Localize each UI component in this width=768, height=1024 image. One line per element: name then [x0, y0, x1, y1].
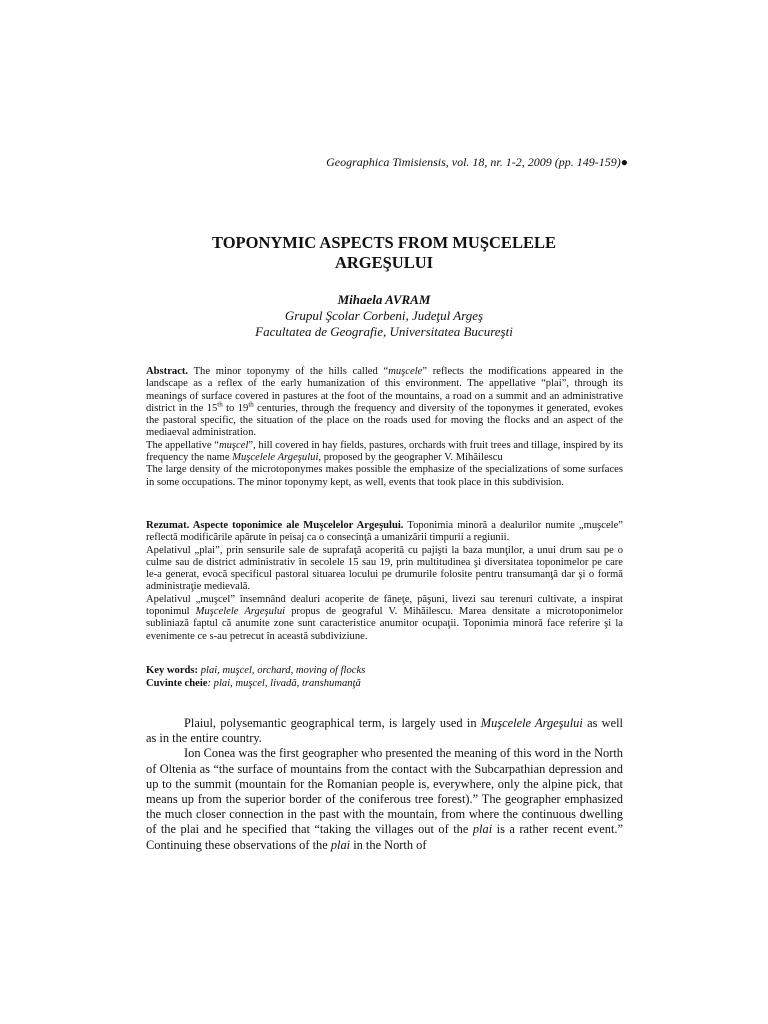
abstract-text: ”, hill covered in hay fields, pastures, orchards with fruit trees and tillage, inspired by its frequency the name [146, 439, 623, 464]
body-term: plai [330, 837, 351, 852]
abstract-term: muşcele [388, 366, 423, 377]
abstract-text: , proposed by the geographer V. Mihăilescu [318, 452, 503, 464]
body-run: as well as in the entire country. [146, 716, 623, 746]
body-term: plai [472, 822, 493, 837]
keywords-en [146, 664, 623, 677]
title-line-1: TOPONYMIC ASPECTS FROM MUŞCELELE [212, 233, 556, 252]
keywords-label: Cuvinte cheie [146, 678, 208, 689]
keywords-value: plai, muşcel, orchard, moving of flocks [198, 665, 366, 676]
rezumat-term: Muşcelele Argeşului [195, 606, 286, 618]
affiliation-1: Grupul Şcolar Corbeni, Judeţul Argeş [284, 308, 484, 323]
abstract-text: The minor toponymy of the hills called “ [188, 366, 389, 377]
abstract-english [146, 366, 623, 489]
author-name: Mihaela AVRAM [337, 292, 431, 307]
keywords-label: Key words: [146, 665, 199, 676]
title-line-2: ARGEŞULUI [334, 253, 434, 272]
rezumat-text: Apelativul „muşcel” însemnând dealuri acoperite de fâneţe, păşuni, livezi sau terenuri cultivate, a inspirat toponimul [146, 593, 623, 618]
abstract-label: Abstract. [146, 366, 189, 377]
body-text [146, 716, 623, 853]
body-run: in the North of [350, 837, 427, 852]
body-run: Ion Conea was the first geographer who presented the meaning of this word in the North of Oltenia as “the surface of mountains from the contact with the Subcarpathian depression and up to the summit (mountain for the Romanian people is, everywhere, only the alpine pick, that means up from the superior border of the coniferous tree forest).” The geographer emphasized the much closer connection in the past with the mountain, from where the continuous dwelling of the plai and he specified that “taking the villages out of the [146, 746, 623, 837]
body-run: is a rather recent event.” Continuing these observations of the [146, 822, 623, 852]
abstract-text: The appellative “ [146, 439, 219, 451]
abstract-text: ” reflects the modifications appeared in the landscape as a reflex of the early humanization of this environment. The appellative “plai”, through its meanings of surface covered in pastures at the foot of the mountains, a road on a summit and an administrative district in the 15 [146, 366, 624, 414]
keywords-ro [146, 677, 623, 690]
rezumat-label: Rezumat. Aspecte toponimice ale Muşcelelor Argeşului. [146, 520, 404, 531]
superscript: th [217, 400, 223, 409]
abstract-paragraph [146, 440, 623, 465]
rezumat-text: propus de geograful V. Mihăilescu. Marea densitate a microtoponimelor subliniază faptul că anumite zone sunt caracteristice anumitor ocupaţii. Toponimia minoră face referire şi la evenimente ce s-au petrecut în această subdiviziune. [146, 606, 623, 642]
rezumat-paragraph [146, 520, 623, 545]
abstract-paragraph: The large density of the microtoponymes makes possible the emphasize of the specializations of some surfaces in some occupations. The minor toponymy kept, as well, events that took place in this subdivision. [146, 464, 623, 488]
abstract-text: to 19 [222, 402, 249, 414]
keywords-block [146, 664, 623, 690]
rezumat-paragraph: Apelativul „plai”, prin sensurile sale de suprafaţă acoperită cu pajişti la baza munţilor, a unui drum sau pe o culme sau de district administrativ în secolele 15 sau 19, prin multitudinea şi diversitatea toponimelor pe care le-a generat, evocă specificul pastoral situarea locului pe drumurile folosite pentru transumanţă dar şi o formă administraţie medievală. [146, 544, 623, 593]
affiliation-2: Facultatea de Geografie, Universitatea Bucureşti [255, 324, 513, 339]
author-block [0, 292, 768, 340]
abstract-romanian [146, 520, 623, 643]
abstract-term: muşcel [218, 439, 249, 451]
body-paragraph [146, 716, 623, 746]
bullet-icon: ● [620, 155, 628, 169]
body-term: Muşcelele Argeşului [480, 716, 583, 730]
abstract-paragraph [146, 366, 623, 440]
keywords-value: : plai, muşcel, livadă, transhumanţă [207, 678, 361, 689]
abstract-text: centuries, through the frequency and diversity of the toponymes it generated, evokes the pastoral specific, the situation of the place on the roads used for moving the flocks and an aspect of the mediaeval administration. [146, 402, 623, 439]
running-head [326, 155, 628, 170]
paper-title [0, 233, 768, 273]
superscript: th [248, 400, 254, 409]
body-paragraph [146, 746, 623, 852]
journal-citation: Geographica Timisiensis, vol. 18, nr. 1-2, 2009 (pp. 149-159) [326, 155, 621, 169]
rezumat-paragraph [146, 594, 623, 643]
rezumat-text: Toponimia minoră a dealurilor numite „muşcele” reflectă modificările apărute în peisaj ca o consecinţă a umanizării timpurii a regiunii. [146, 520, 624, 544]
body-run: Plaiul, polysemantic geographical term, is largely used in [184, 716, 481, 730]
abstract-term: Muşcelele Argeşului [232, 452, 319, 464]
